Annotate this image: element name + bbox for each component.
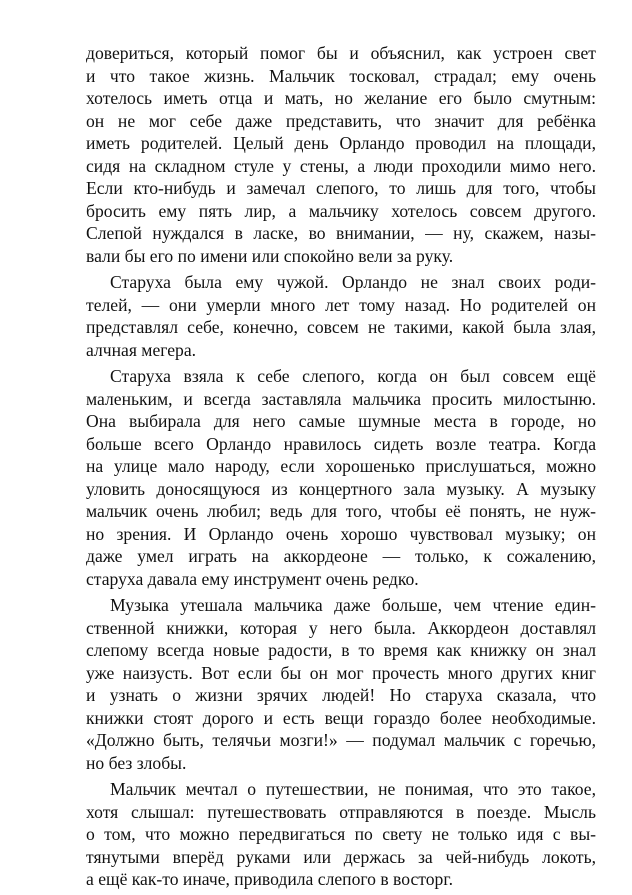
- text-line: Если кто-нибудь и замечал слепого, то лишь для того, чтобы: [86, 178, 596, 198]
- text-line: иметь родителей. Целый день Орландо проводил на площади,: [86, 133, 596, 153]
- text-line: алчная мегера.: [86, 339, 197, 360]
- text-line: больше всего Орландо нравилось сидеть возле театра. Когда: [86, 433, 596, 454]
- text-line: телей, — они умерли много лет тому назад. Но родителей он: [86, 294, 596, 315]
- text-line: Мальчик мечтал о путешествии, не понимая, что это такое,: [110, 779, 596, 799]
- text-line: Слепой нуждался в ласке, во внимании, — ну, скажем, назы-: [86, 223, 596, 243]
- text-line: ственной книжки, которая у него была. Аккордеон доставлял: [86, 617, 596, 638]
- text-line: старуха давала ему инструмент очень редко.: [86, 568, 419, 589]
- text-line: мальчик очень любил; ведь для того, чтобы её понять, не нуж-: [86, 501, 596, 521]
- text-line: хотелось иметь отца и мать, но желание его было смутным:: [86, 88, 596, 108]
- text-line: но без злобы.: [86, 752, 187, 773]
- text-line: представлял себе, конечно, совсем не такими, какой была злая,: [86, 317, 596, 337]
- paragraph: [86, 365, 596, 590]
- page-text-block: [86, 42, 596, 895]
- text-line: даже умел играть на аккордеоне — только, к сожалению,: [86, 546, 596, 566]
- text-line: уже наизусть. Вот если бы он мог прочесть много других книг: [86, 662, 596, 683]
- text-line: «Должно быть, телячьи мозги!» — подумал мальчик с горечью,: [86, 730, 596, 750]
- text-line: а ещё как-то иначе, приводила слепого в восторг.: [86, 869, 453, 889]
- text-line: бросить ему пять лир, а мальчику хотелось совсем другого.: [86, 200, 596, 221]
- text-line: Старуха была ему чужой. Орландо не знал своих роди-: [110, 272, 596, 292]
- text-line: уловить доносящуюся из концертного зала музыку. А музыку: [86, 478, 596, 499]
- text-line: слепому всегда новые радости, в то время как книжку он знал: [86, 640, 596, 660]
- text-line: он не мог себе даже представить, что значит для ребёнка: [86, 110, 596, 131]
- paragraph: [86, 271, 596, 361]
- paragraph: [86, 778, 596, 891]
- text-line: на улице мало народу, если хорошенько прислушаться, можно: [86, 456, 596, 476]
- text-line: хотя слышал: путешествовать отправляются в поезде. Мысль: [86, 801, 596, 822]
- paragraph: [86, 594, 596, 774]
- text-line: вали бы его по имени или спокойно вели за руку.: [86, 245, 454, 266]
- text-line: маленьким, и всегда заставляла мальчика просить милостыню.: [86, 388, 596, 409]
- text-line: Старуха взяла к себе слепого, когда он был совсем ещё: [110, 366, 596, 386]
- text-line: о том, что можно передвигаться по свету не только идя с вы-: [86, 824, 596, 844]
- text-line: Музыка утешала мальчика даже больше, чем чтение един-: [110, 595, 596, 615]
- text-line: и узнать о жизни зрячих людей! Но старуха сказала, что: [86, 685, 596, 705]
- text-line: но зрения. И Орландо очень хорошо чувствовал музыку; он: [86, 523, 596, 544]
- paragraph: [86, 42, 596, 267]
- text-line: довериться, который помог бы и объяснил, как устроен свет: [86, 43, 596, 63]
- text-line: и что такое жизнь. Мальчик тосковал, страдал; ему очень: [86, 65, 596, 86]
- text-line: книжки стоят дорого и есть вещи гораздо более необходимые.: [86, 707, 596, 728]
- text-line: тянутыми вперёд руками или держась за чей-нибудь локоть,: [86, 846, 596, 867]
- text-line: сидя на складном стуле у стены, а люди проходили мимо него.: [86, 155, 596, 176]
- text-line: Она выбирала для него самые шумные места в городе, но: [86, 411, 596, 431]
